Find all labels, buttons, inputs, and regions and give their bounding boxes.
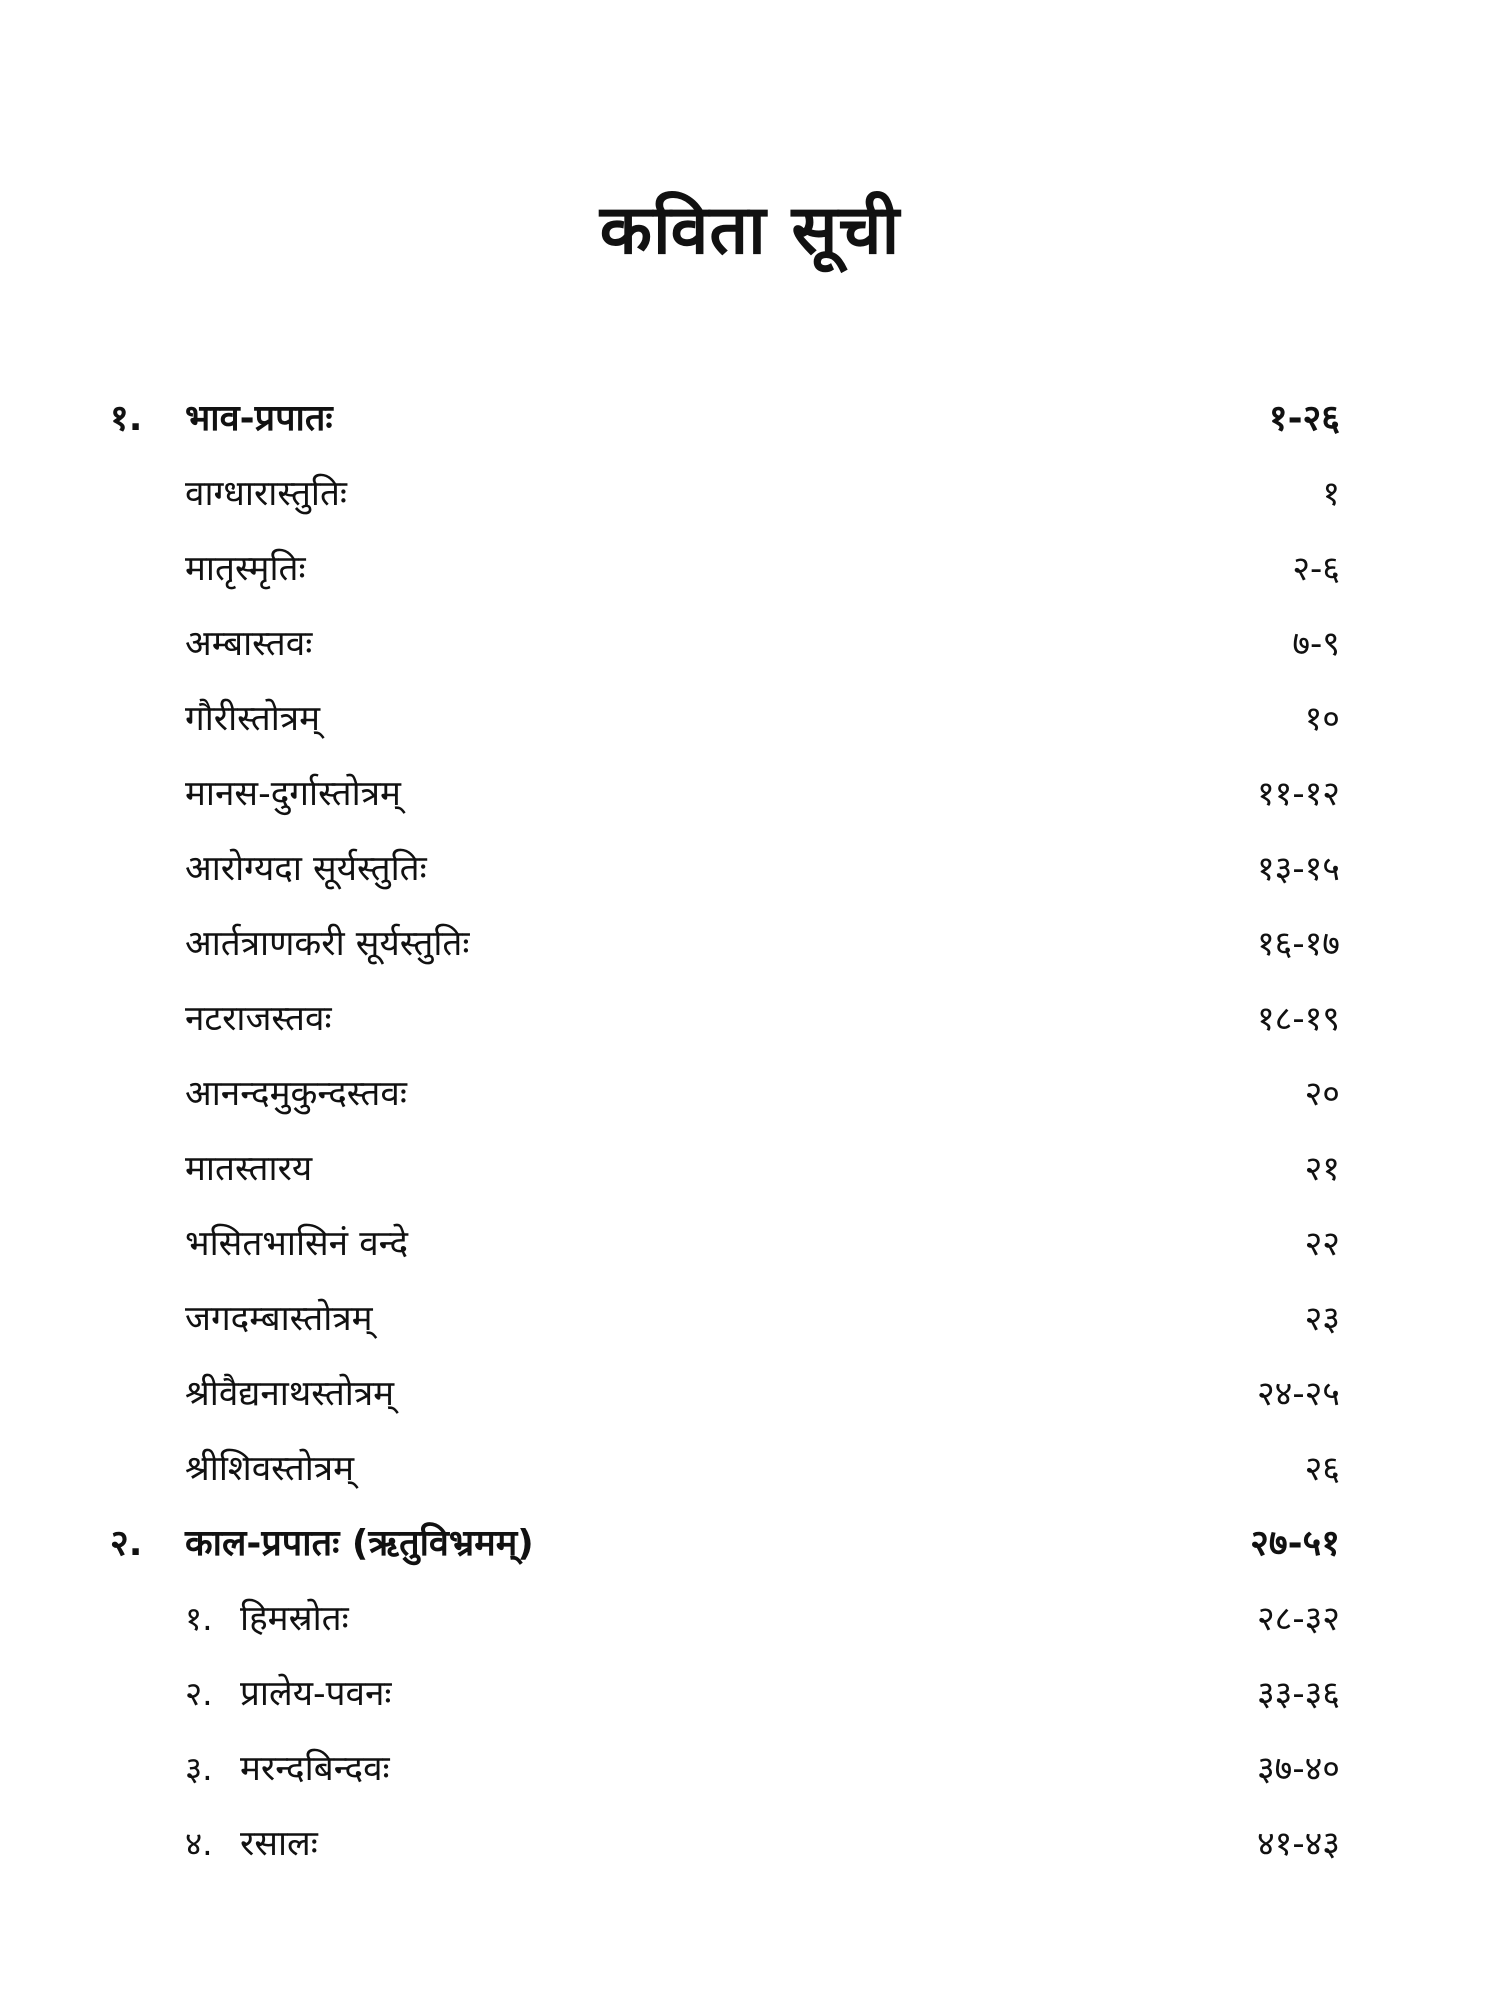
entry-title: श्रीवैद्यनाथस्तोत्रम्: [185, 1374, 395, 1414]
entry-pages: ११-१२: [1257, 774, 1340, 814]
entry-title: गौरीस्तोत्रम्: [185, 699, 321, 739]
entry-title: नटराजस्तवः: [185, 999, 332, 1039]
entry-number: ३.: [185, 1749, 213, 1788]
entry-pages: २६: [1304, 1449, 1340, 1489]
section-number: २.: [110, 1523, 143, 1564]
entry-title: प्रालेय-पवनः: [240, 1674, 392, 1714]
section-title: भाव-प्रपातः: [185, 398, 333, 439]
toc-entry: [110, 1584, 1340, 1659]
entry-title: जगदम्बास्तोत्रम्: [185, 1299, 373, 1339]
entry-number: १.: [185, 1599, 213, 1638]
section-heading: [110, 384, 1340, 459]
entry-pages: ३७-४०: [1257, 1749, 1340, 1789]
entry-title: मानस-दुर्गास्तोत्रम्: [185, 774, 401, 814]
entry-pages: २१: [1304, 1149, 1340, 1189]
entry-pages: २३: [1304, 1299, 1340, 1339]
entry-pages: १: [1322, 474, 1340, 514]
entry-pages: २-६: [1292, 549, 1340, 589]
entry-title: भसितभासिनं वन्दे: [185, 1224, 409, 1264]
entry-pages: १०: [1304, 699, 1340, 739]
entry-title: रसालः: [240, 1824, 318, 1864]
section-heading: [110, 1509, 1340, 1584]
entry-title: मरन्दबिन्दवः: [240, 1749, 390, 1789]
entry-number: २.: [185, 1674, 213, 1713]
toc-entry: [110, 909, 1340, 984]
section-pages: १-२६: [1268, 398, 1340, 439]
entry-title: अम्बास्तवः: [185, 624, 313, 664]
toc-entry: [110, 609, 1340, 684]
toc-entry: [110, 1734, 1340, 1809]
toc-entry: [110, 1359, 1340, 1434]
toc-entry: [110, 534, 1340, 609]
toc-entry: [110, 1809, 1340, 1884]
entry-pages: ४१-४३: [1257, 1824, 1340, 1864]
entry-title: मातस्तारय: [185, 1149, 313, 1189]
entry-title: हिमस्रोतः: [240, 1599, 349, 1639]
entry-pages: १३-१५: [1257, 849, 1340, 889]
entry-pages: २८-३२: [1257, 1599, 1340, 1639]
entry-title: मातृस्मृतिः: [185, 549, 306, 589]
entry-title: श्रीशिवस्तोत्रम्: [185, 1449, 355, 1489]
toc-entry: [110, 1434, 1340, 1509]
entry-title: आरोग्यदा सूर्यस्तुतिः: [185, 849, 427, 889]
section-title: काल-प्रपातः (ऋतुविभ्रमम्): [185, 1523, 534, 1564]
entry-title: आर्तत्राणकरी सूर्यस्तुतिः: [185, 924, 470, 964]
toc-entry: [110, 834, 1340, 909]
entry-title: वाग्धारास्तुतिः: [185, 474, 347, 514]
toc-entry: [110, 1659, 1340, 1734]
toc-entry: [110, 684, 1340, 759]
entry-pages: २२: [1304, 1224, 1340, 1264]
toc-entry: [110, 1284, 1340, 1359]
toc-entry: [110, 1209, 1340, 1284]
table-of-contents: [110, 384, 1340, 1884]
toc-entry: [110, 984, 1340, 1059]
entry-number: ४.: [185, 1824, 213, 1863]
entry-pages: ३३-३६: [1257, 1674, 1340, 1714]
entry-title: आनन्दमुकुन्दस्तवः: [185, 1074, 407, 1114]
toc-entry: [110, 1134, 1340, 1209]
section-number: १.: [110, 398, 143, 439]
toc-entry: [110, 1059, 1340, 1134]
section-pages: २७-५१: [1250, 1523, 1340, 1564]
toc-entry: [110, 759, 1340, 834]
entry-pages: ७-९: [1292, 624, 1340, 664]
entry-pages: २०: [1304, 1074, 1340, 1114]
entry-pages: १६-१७: [1257, 924, 1340, 964]
entry-pages: २४-२५: [1257, 1374, 1340, 1414]
entry-pages: १८-१९: [1257, 999, 1340, 1039]
page-title: कविता सूची: [599, 191, 901, 270]
toc-entry: [110, 459, 1340, 534]
